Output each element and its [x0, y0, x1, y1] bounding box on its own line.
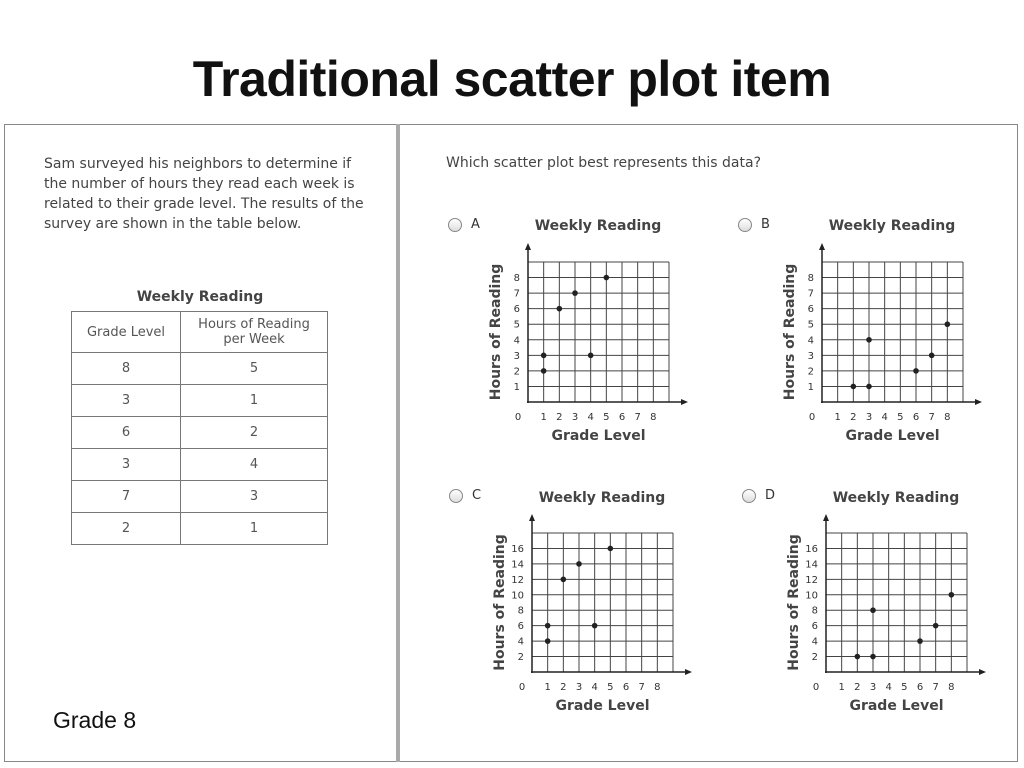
cell-hours: 3: [181, 481, 328, 513]
cell-grade: 3: [72, 385, 181, 417]
x-tick-label: 7: [638, 682, 645, 693]
x-axis-label: Grade Level: [555, 698, 650, 714]
data-point: [917, 638, 923, 644]
data-point: [929, 353, 935, 359]
x-tick-label: 5: [901, 682, 908, 693]
table-title: Weekly Reading: [136, 289, 264, 305]
chart-title: Weekly Reading: [828, 218, 956, 234]
data-point: [851, 384, 857, 390]
data-point: [541, 368, 547, 374]
data-point: [545, 623, 551, 629]
data-point: [866, 384, 872, 390]
x-tick-label: 3: [575, 682, 583, 693]
x-tick-label: 3: [865, 412, 873, 423]
y-tick-label: 12: [805, 574, 818, 586]
x-tick-label: 7: [634, 412, 641, 423]
x-tick-label: 3: [869, 682, 877, 693]
problem-prompt: Sam surveyed his neighbors to determine if the number of hours they read each week is related to their grade level. The results of the survey are shown in the table below.: [44, 156, 364, 232]
x-tick-label: 1: [834, 412, 841, 423]
x-axis-label: Grade Level: [849, 698, 944, 714]
data-point: [545, 638, 551, 644]
y-tick-label: 5: [807, 319, 814, 331]
y-tick-label: 6: [517, 621, 524, 633]
x-tick-label: 7: [928, 412, 935, 423]
x-axis-arrow: [975, 399, 982, 405]
y-tick-label: 8: [513, 273, 520, 285]
x-tick-label: 6: [618, 412, 626, 423]
x-tick-label: 5: [897, 412, 904, 423]
x-tick-label: 7: [932, 682, 939, 693]
x-tick-label: 8: [650, 412, 657, 423]
y-tick-label: 16: [805, 543, 818, 555]
grade-label: Grade 8: [53, 707, 137, 733]
y-tick-label: 3: [513, 350, 520, 362]
y-tick-label: 4: [513, 335, 520, 347]
chart-title: Weekly Reading: [534, 218, 662, 234]
chart-title: Weekly Reading: [538, 490, 666, 506]
x-tick-label: 6: [916, 682, 924, 693]
chart-title: Weekly Reading: [832, 490, 960, 506]
y-tick-label: 4: [807, 335, 814, 347]
header-grade-level: Grade Level: [72, 312, 181, 353]
x-tick-label: 5: [607, 682, 614, 693]
y-tick-label: 2: [517, 652, 524, 664]
origin-label: 0: [514, 412, 522, 423]
x-tick-label: 4: [587, 412, 594, 423]
y-tick-label: 6: [811, 621, 818, 633]
data-point: [572, 290, 578, 296]
y-tick-label: 6: [807, 304, 814, 316]
x-tick-label: 2: [556, 412, 563, 423]
x-axis-arrow: [979, 669, 986, 675]
x-tick-label: 1: [544, 682, 551, 693]
cell-hours: 1: [181, 385, 328, 417]
data-point: [608, 546, 614, 552]
y-axis-arrow: [823, 514, 829, 521]
option-a-letter: A: [471, 217, 480, 232]
option-d-letter: D: [765, 488, 776, 503]
x-tick-label: 1: [540, 412, 547, 423]
data-point: [870, 607, 876, 613]
cell-grade: 8: [72, 353, 181, 385]
data-point: [557, 306, 563, 312]
slide-title: Traditional scatter plot item: [192, 51, 832, 107]
data-point: [949, 592, 955, 598]
x-axis-arrow: [681, 399, 688, 405]
y-axis-label: Hours of Reading: [782, 263, 798, 401]
x-tick-label: 6: [622, 682, 630, 693]
x-axis-label: Grade Level: [845, 428, 940, 444]
data-point: [588, 353, 594, 359]
y-tick-label: 2: [807, 366, 814, 378]
data-point: [561, 577, 567, 583]
cell-grade: 6: [72, 417, 181, 449]
x-tick-label: 5: [603, 412, 610, 423]
data-point: [576, 561, 582, 567]
y-tick-label: 6: [513, 304, 520, 316]
data-point: [592, 623, 598, 629]
cell-grade: 7: [72, 481, 181, 513]
question-text: Which scatter plot best represents this data?: [446, 155, 761, 171]
x-tick-label: 2: [854, 682, 861, 693]
x-tick-label: 1: [838, 682, 845, 693]
y-tick-label: 2: [513, 366, 520, 378]
y-tick-label: 10: [511, 590, 524, 602]
data-point: [604, 275, 610, 281]
x-tick-label: 8: [654, 682, 661, 693]
y-tick-label: 5: [513, 319, 520, 331]
y-axis-arrow: [819, 243, 825, 250]
option-c-letter: C: [472, 488, 482, 503]
x-axis-arrow: [685, 669, 692, 675]
y-tick-label: 16: [511, 543, 524, 555]
cell-grade: 3: [72, 449, 181, 481]
y-tick-label: 4: [811, 636, 818, 648]
y-tick-label: 14: [805, 559, 818, 571]
x-tick-label: 2: [850, 412, 857, 423]
x-tick-label: 6: [912, 412, 920, 423]
x-tick-label: 8: [948, 682, 955, 693]
y-tick-label: 3: [807, 350, 814, 362]
y-tick-label: 8: [517, 605, 524, 617]
y-tick-label: 14: [511, 559, 524, 571]
data-point: [870, 654, 876, 660]
origin-label: 0: [808, 412, 816, 423]
y-tick-label: 2: [811, 652, 818, 664]
data-point: [933, 623, 939, 629]
y-tick-label: 8: [807, 273, 814, 285]
y-tick-label: 10: [805, 590, 818, 602]
cell-hours: 1: [181, 513, 328, 545]
cell-hours: 5: [181, 353, 328, 385]
x-tick-label: 4: [885, 682, 892, 693]
x-tick-label: 2: [560, 682, 567, 693]
y-axis-label: Hours of Reading: [492, 534, 508, 671]
origin-label: 0: [812, 682, 820, 693]
cell-hours: 2: [181, 417, 328, 449]
y-tick-label: 7: [807, 288, 814, 300]
y-axis-arrow: [525, 243, 531, 250]
header-hours-text: Hours of Reading per Week: [198, 317, 310, 347]
y-tick-label: 12: [511, 574, 524, 586]
y-tick-label: 1: [807, 381, 814, 393]
y-tick-label: 8: [811, 605, 818, 617]
x-tick-label: 8: [944, 412, 951, 423]
x-tick-label: 4: [881, 412, 888, 423]
y-tick-label: 4: [517, 636, 524, 648]
x-axis-label: Grade Level: [551, 428, 646, 444]
x-tick-label: 3: [571, 412, 579, 423]
x-tick-label: 4: [591, 682, 598, 693]
data-point: [541, 353, 547, 359]
y-axis-label: Hours of Reading: [786, 534, 802, 671]
cell-grade: 2: [72, 513, 181, 545]
data-point: [913, 368, 919, 374]
y-tick-label: 1: [513, 381, 520, 393]
y-axis-arrow: [529, 514, 535, 521]
data-point: [866, 337, 872, 343]
option-b-letter: B: [761, 217, 770, 232]
data-point: [945, 321, 951, 327]
y-axis-label: Hours of Reading: [488, 263, 504, 401]
y-tick-label: 7: [513, 288, 520, 300]
cell-hours: 4: [181, 449, 328, 481]
data-point: [855, 654, 861, 660]
origin-label: 0: [518, 682, 526, 693]
